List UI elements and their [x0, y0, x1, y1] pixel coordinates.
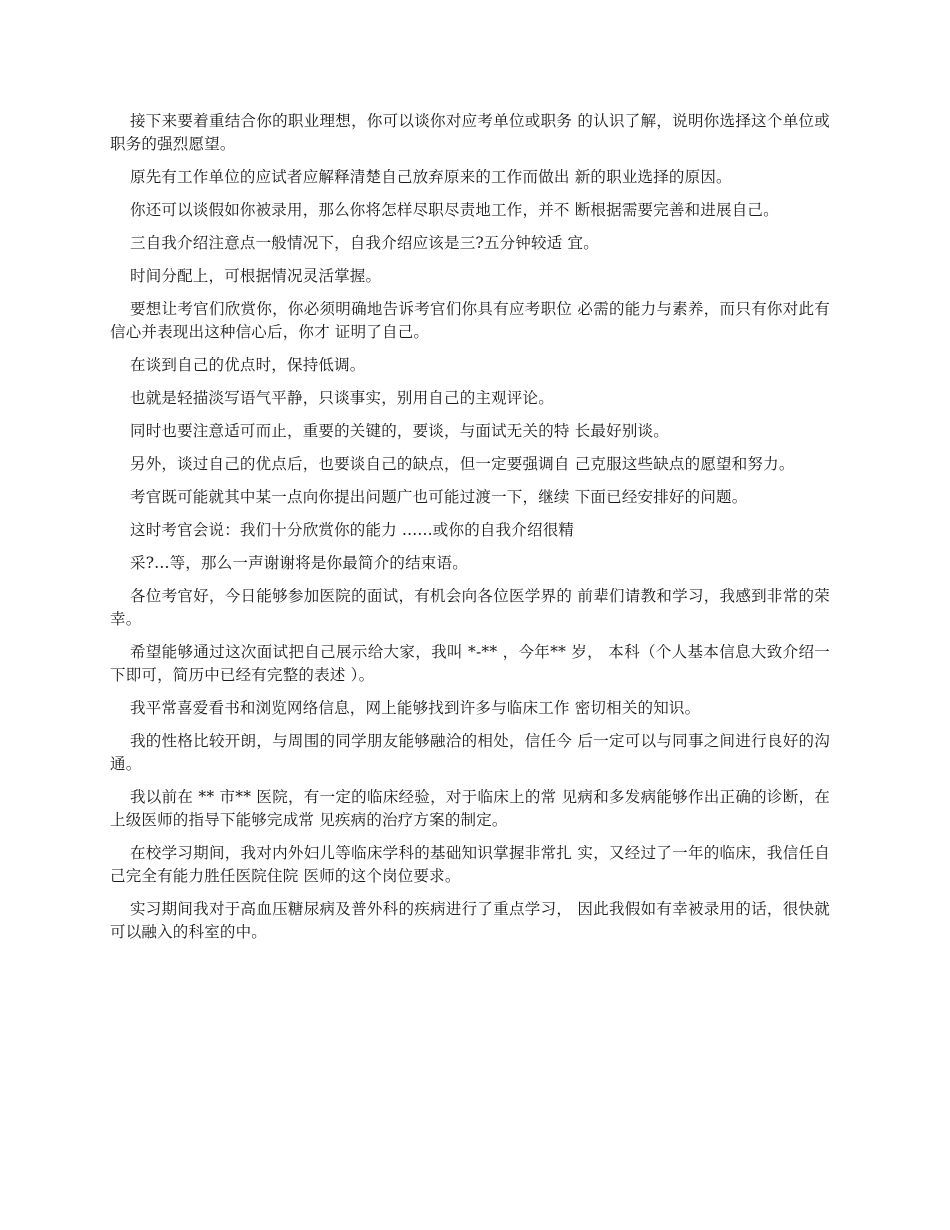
paragraph: 也就是轻描淡写语气平静，只谈事实，别用自己的主观评论。 [130, 389, 554, 407]
paragraph: 这时考官会说：我们十分欣赏你的能力 ......或你的自我介绍很精 [130, 521, 575, 539]
paragraph: 你还可以谈假如你被录用，那么你将怎样尽职尽责地工作，并不 断根据需要完善和进展自己。 [130, 201, 779, 219]
paragraph: 实习期间我对于高血压糖尿病及普外科的疾病进行了重点学习， 因此我假如有幸被录用的话，很快就可以融入的科室的中。 [110, 900, 830, 941]
paragraph: 我平常喜爱看书和浏览网络信息，网上能够找到许多与临床工作 密切相关的知识。 [130, 699, 701, 717]
paragraph: 三自我介绍注意点一般情况下，自我介绍应该是三?五分钟较适 宜。 [130, 234, 599, 252]
paragraph: 考官既可能就其中某一点向你提出问题广也可能过渡一下，继续 下面已经安排好的问题。 [130, 488, 748, 506]
paragraph: 另外，谈过自己的优点后，也要谈自己的缺点，但一定要强调自 己克服这些缺点的愿望和努力。 [130, 455, 795, 473]
paragraph: 我的性格比较开朗，与周围的同学朋友能够融洽的相处，信任今 后一定可以与同事之间进行良好的沟通。 [110, 732, 830, 773]
paragraph: 在谈到自己的优点时，保持低调。 [130, 356, 366, 374]
paragraph: 希望能够通过这次面试把自己展示给大家，我叫 *-** ，今年** 岁， 本科（个人基本信息大致介绍一下即可，简历中已经有完整的表述 ）。 [110, 643, 830, 684]
paragraph: 要想让考官们欣赏你，你必须明确地告诉考官们你具有应考职位 必需的能力与素养，而只有你对此有信心并表现出这种信心后，你才 证明了自己。 [110, 300, 830, 341]
paragraph: 同时也要注意适可而止，重要的关键的，要谈，与面试无关的特 长最好别谈。 [130, 422, 669, 440]
paragraph: 采?...等，那么一声谢谢将是你最简介的结束语。 [130, 554, 468, 572]
paragraph: 时间分配上，可根据情况灵活掌握。 [130, 267, 382, 285]
paragraph: 我以前在 ** 市** 医院，有一定的临床经验，对于临床上的常 见病和多发病能够作出正确的诊断，在上级医师的指导下能够完成常 见疾病的治疗方案的制定。 [110, 788, 830, 829]
paragraph: 接下来要着重结合你的职业理想，你可以谈你对应考单位或职务 的认识了解，说明你选择这个单位或职务的强烈愿望。 [110, 112, 830, 153]
paragraph: 原先有工作单位的应试者应解释清楚自己放弃原来的工作而做出 新的职业选择的原因。 [130, 168, 732, 186]
document-body [110, 110, 830, 954]
paragraph: 在校学习期间，我对内外妇儿等临床学科的基础知识掌握非常扎 实，又经过了一年的临床，我信任自己完全有能力胜任医院住院 医师的这个岗位要求。 [110, 844, 830, 885]
paragraph: 各位考官好，今日能够参加医院的面试，有机会向各位医学界的 前辈们请教和学习，我感到非常的荣幸。 [110, 587, 830, 628]
